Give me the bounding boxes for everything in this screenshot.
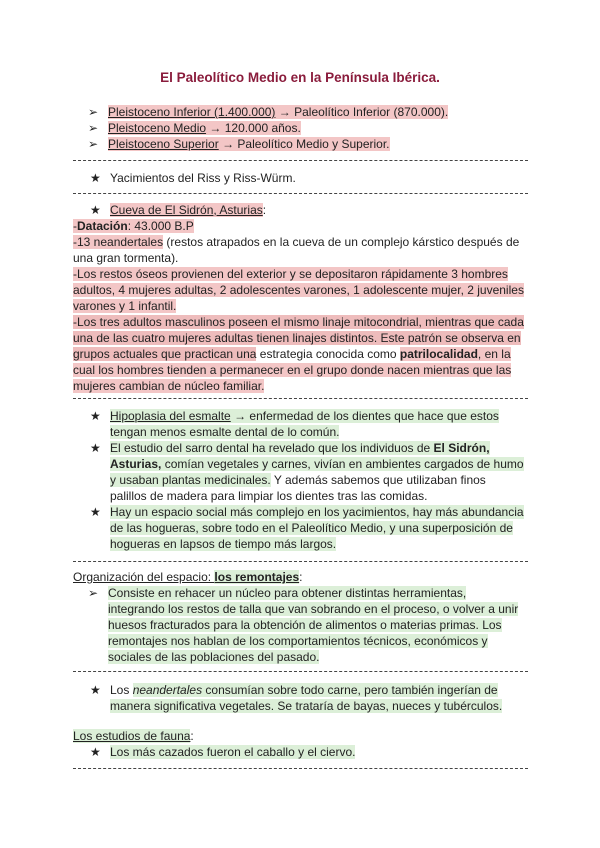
arrow-bullet-icon: ➢ [88,586,99,600]
document-title: El Paleolítico Medio en la Península Ibérica. [160,70,440,85]
remontajes-line: Consiste en rehacer un núcleo para obtener distintas herramientas, [108,586,467,600]
dieta-text: Los [110,683,133,697]
espacio-line: de las hogueras, sobre todo en el Paleolítico Medio, y una superposición de [110,521,513,535]
neander-text-end: una gran tormenta). [73,251,179,265]
arrow-icon: → [209,121,222,135]
fauna-item: Los más cazados fueron el caballo y el ciervo. [110,745,356,759]
sidron-section: -Datación: 43.000 B.P -13 neandertales (restos atrapados en la cueva de un complejo kárstico después de una gran tormenta). -Los restos óseos provienen del exterior y se depositaron rápidamente 3 hombres adultos, 4 mujeres adultas, 2 adolescentes varones, 1 adolescente mujer, 2 juveniles varones y 1 infantil. -Los tres adultos masculinos poseen el mismo linaje mitocondrial, mientras que cada una de las cuatro mujeres adultas tienen linajes distintos. Este patrón se observa en grupos actuales que practican una estrategia conocida como patrilocalidad, en la cual los hombres tienden a permanecer en el grupo donde nacen mientras que las mujeres cambian de núcleo familiar. [73,218,533,394]
sarro-bold: Asturias, [110,457,162,471]
sidron-heading: Cueva de El Sidrón, Asturias [110,203,263,217]
neander-text: (restos atrapados en la cueva de un complejo kárstico después de [163,235,520,249]
sarro-text: comían vegetales y carnes, vivían en ambientes cargados de humo [161,457,524,471]
remontajes-heading-text: Organización del espacio: [73,570,215,584]
arrow-bullet-icon: ➢ [88,137,99,151]
document-page: El Paleolítico Medio en la Península Ibérica. ➢ Pleistoceno Inferior (1.400.000) → Paleolítico Inferior (870.000). ➢ Pleistoceno Medio → 120.000 años. ➢ Pleistoceno Superior → Paleolítico Medio y Superior. ★ Yacimientos del Riss y Riss-Würm. ★ Cueva de El Sidrón, Asturias: -Datación: 43.000 B.P -13 neandertales (restos atrapados en la cueva de un complejo kárstico después de una gran tormenta). -Los restos óseos provienen del exterior y se depositaron rápidamente 3 hombres adultos, 4 mujeres adultas, 2 adolescentes varones, 1 adolescente mujer, 2 juveniles varones y 1 infantil. -Los tres adultos masculinos poseen el mismo linaje mitocondrial, mientras que cada una de las cuatro mujeres adultas tienen linajes distintos. Este patrón se observa en grupos actuales que practican una estrategia conocida como patrilocalidad, en la cual los hombres tienden a permanecer en el grupo donde nacen mientras que las mujeres cambian de núcleo familiar. ★ Hipoplasia del esmalte → enfermedad de los dientes que hace que estos tengan menos esmalte dental de lo común. ★ El estudio del sarro dental ha revelado que los individuos de El Sidrón, Asturias, comían vegetales y carnes, vivían en ambientes cargados de humo y usaban plantas medicinales. Y además sabemos que utilizaban finos palillos de madera para limpiar los dientes tras las comidas. ★ Hay un espacio social más complejo en los yacimientos, hay más abundancia de las hogueras, sobre todo en el Paleolítico Medio, y una superposición de hogueras en lapsos de tiempo más largos. Organización del espacio: los remontajes: ➢ Consiste en rehacer un núcleo para obtener distintas herramientas, integrando los restos de talla que van sobrando en el proceso, o volver a unir huesos fracturados para la obtención de alimentos o materias primas. Los remontajes nos hablan de los comportamientos técnicos, económicos y sociales de las poblaciones del pasado. ★ Los neandertales consumían sobre todo carne, pero también ingerían de manera significativa vegetales. Se trataría de bayas, nueces y tubérculos. Los estudios de fauna: ★ Los más cazados fueron el caballo y el ciervo. [0,0,600,848]
arrow-icon: → [222,137,235,151]
star-bullet-icon: ★ [90,745,101,759]
remontajes-line: integrando los restos de talla que van sobrando en el proceso, o volver a unir [108,602,519,616]
espacio-line: hogueras en lapsos de tiempo más largos. [110,537,337,551]
patrilocalidad-term: patrilocalidad [399,347,478,361]
divider [73,160,528,161]
arrow-icon: → [234,409,247,423]
sarro-text: El estudio del sarro dental ha revelado que los individuos de [110,441,434,455]
grupos-text: grupos actuales que practican una [73,347,257,361]
period-term: Pleistoceno Medio [108,121,207,135]
fauna-heading-text: Los estudios de fauna [73,729,191,743]
hipoplasia-text: enfermedad de los dientes que hace que estos [246,409,499,423]
restos-line: -Los restos óseos provienen del exterior y se depositaron rápidamente 3 hombres [73,267,508,281]
divider [73,398,528,399]
restos-line: varones y 1 infantil. [73,299,177,313]
hipoplasia-text: tengan menos esmalte dental de lo común. [110,425,340,439]
dieta-text: manera significativa [110,699,220,713]
dieta-italic: neandertales [132,683,203,697]
grupos-text: estrategia conocida como [256,347,400,361]
divider [73,768,528,769]
arrow-bullet-icon: ➢ [88,105,99,119]
sarro-bold: El Sidrón, [433,441,490,455]
divider [73,193,528,194]
remontajes-term: los remontajes [214,570,300,584]
sarro-text: Y además sabemos que utilizaban finos [270,473,486,487]
period-term: Pleistoceno Superior [108,137,219,151]
period-desc: Paleolítico Medio y Superior. [237,137,390,151]
fauna-heading [73,728,194,744]
dieta-text: vegetales. Se trataría de bayas, nueces y tubérculos. [219,699,503,713]
datacion-value: : 43.000 B.P [127,219,194,233]
colon: : [190,729,194,743]
adultos-line: -Los tres adultos masculinos poseen el mismo linaje mitocondrial, mientras que cada [73,315,524,329]
adultos-line: una de las cuatro mujeres adultas tienen linajes distintos. Este patrón se observa en [73,331,521,345]
remontajes-heading [73,569,302,585]
sarro-text: palillos de madera para limpiar los dientes tras las comidas. [110,489,428,503]
hipoplasia-term: Hipoplasia del esmalte [110,409,231,423]
neander-count: -13 neandertales [73,235,164,249]
arrow-icon: → [278,105,291,119]
sarro-text: y usaban plantas medicinales. [110,473,271,487]
period-desc: 120.000 años. [224,121,301,135]
period-desc: Paleolítico Inferior (870.000). [294,105,449,119]
divider [73,561,528,562]
espacio-line: Hay un espacio social más complejo en los yacimientos, hay más abundancia [110,505,524,519]
restos-line: adultos, 4 mujeres adultas, 2 adolescentes varones, 1 adolescente mujer, 2 juveniles [73,283,524,297]
arrow-bullet-icon: ➢ [88,121,99,135]
datacion-label: Datación [77,219,128,233]
star-bullet-icon: ★ [90,441,101,455]
star-bullet-icon: ★ [90,683,101,697]
cual-line: cual los hombres tienden a permanecer en el grupo donde nacen mientras que las [73,363,512,377]
mujeres-line: mujeres cambian de núcleo familiar. [73,379,265,393]
colon: : [299,570,303,584]
divider [73,671,528,672]
dieta-text: consumían sobre todo carne, pero también ingerían de [202,683,498,697]
remontajes-line: sociales de las poblaciones del pasado. [108,650,320,664]
period-term: Pleistoceno Inferior (1.400.000) [108,105,276,119]
star-bullet-icon: ★ [90,203,101,217]
star-bullet-icon: ★ [90,505,101,519]
grupos-text: , en la [477,347,511,361]
star-bullet-icon: ★ [90,409,101,423]
remontajes-line: huesos fracturados para la obtención de alimentos o materias primas. Los [108,618,502,632]
remontajes-line: remontajes nos hablan de los comportamientos técnicos, económicos y [108,634,488,648]
star-bullet-icon: ★ [90,171,101,185]
riss-text: Yacimientos del Riss y Riss-Würm. [110,171,296,185]
